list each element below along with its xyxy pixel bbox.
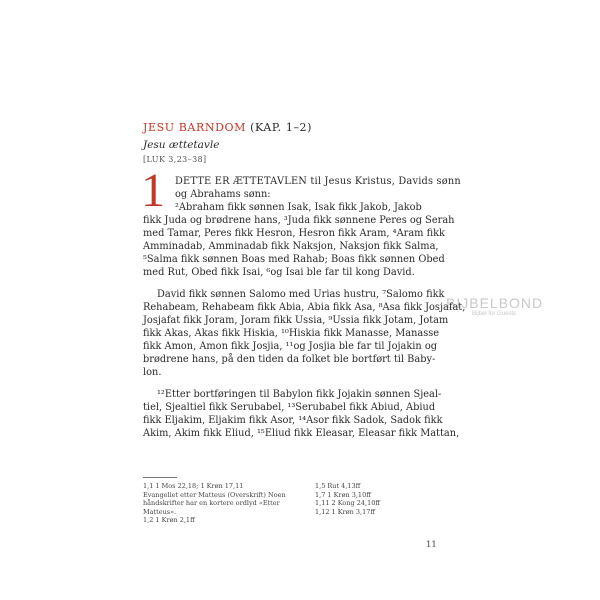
watermark (446, 291, 596, 317)
body-line: brødrene hans, på den tiden da folket ble bortført til Baby- (143, 354, 436, 365)
footnote: 1,12 1 Krøn 3,17ff (315, 507, 375, 516)
body-line: fikk Akas, Akas fikk Hiskia, ¹⁰Hiskia fikk Manasse, Manasse (143, 328, 440, 339)
body-line: Rehabeam, Rehabeam fikk Abia, Abia fikk Asa, ⁸Asa fikk Josjafat, (143, 302, 466, 313)
body-line: Josjafat fikk Joram, Joram fikk Ussia, ⁹Ussia fikk Jotam, Jotam (143, 315, 449, 326)
body-line: David fikk sønnen Salomo med Urias hustru, ⁷Salomo fikk (157, 289, 445, 300)
footnote: Evangeliet etter Matteus (Overskrift) Noen (143, 490, 286, 499)
page-number: 11 (426, 540, 437, 550)
body-line: og Abrahams sønn: (175, 189, 271, 200)
footnote: Matteus». (143, 507, 177, 516)
footnote: 1,5 Rut 4,13ff (315, 482, 361, 490)
body-line: fikk Amon, Amon fikk Josjia, ¹¹og Josjia ble far til Jojakin og (143, 341, 438, 352)
body-line: ⁵Salma fikk sønnen Boas med Rahab; Boas fikk sønnen Obed (143, 254, 445, 265)
footnotes-right (315, 482, 455, 516)
watermark-logo: BIJBELBOND (446, 295, 544, 311)
body-line: ²Abraham fikk sønnen Isak, Isak fikk Jakob, Jakob (175, 202, 422, 213)
section-chapters: (KAP. 1–2) (245, 121, 313, 134)
body-line: ¹²Etter bortføringen til Babylon fikk Jojakin sønnen Sjeal- (157, 389, 442, 400)
section-heading (143, 121, 312, 134)
body-line: fikk Eljakim, Eljakim fikk Asor, ¹⁴Asor fikk Sadok, Sadok fikk (143, 415, 443, 426)
section-title: JESU BARNDOM (143, 121, 246, 134)
body-line: DETTE ER ÆTTETAVLEN til Jesus Kristus, Davids sønn (175, 176, 461, 187)
body-line: med Rut, Obed fikk Isai, ⁶og Isai ble far til kong David. (143, 267, 415, 278)
body-line: fikk Juda og brødrene hans, ³Juda fikk sønnene Peres og Serah (143, 215, 455, 226)
body-line: tiel, Sjealtiel fikk Serubabel, ¹³Serubabel fikk Abiud, Abiud (143, 402, 436, 413)
footnote-divider (143, 477, 177, 478)
chapter-number: 1 (141, 164, 165, 217)
body-line: Amminadab, Amminadab fikk Naksjon, Naksjon fikk Salma, (143, 241, 439, 252)
footnote: 1,1 1 Mos 22,18; 1 Krøn 17,11 (143, 482, 244, 490)
footnote: 1,11 2 Kong 24,10ff (315, 499, 380, 508)
pericope-heading: Jesu ættetavle (143, 139, 220, 151)
body-line: Akim, Akim fikk Eliud, ¹⁵Eliud fikk Eleasar, Eleasar fikk Mattan, (143, 428, 460, 439)
parallel-reference: [LUK 3,23–38] (143, 155, 207, 164)
body-line: med Tamar, Peres fikk Hesron, Hesron fikk Aram, ⁴Aram fikk (143, 228, 445, 239)
footnotes-left (143, 482, 303, 525)
watermark-subtitle: Bijbel for Guests (472, 311, 517, 317)
body-line: lon. (143, 367, 162, 378)
footnote: 1,2 1 Krøn 2,1ff (143, 516, 195, 525)
footnote: håndskrifter har en kortere ordlyd «Etter (143, 499, 280, 508)
footnote: 1,7 1 Krøn 3,10ff (315, 490, 371, 499)
